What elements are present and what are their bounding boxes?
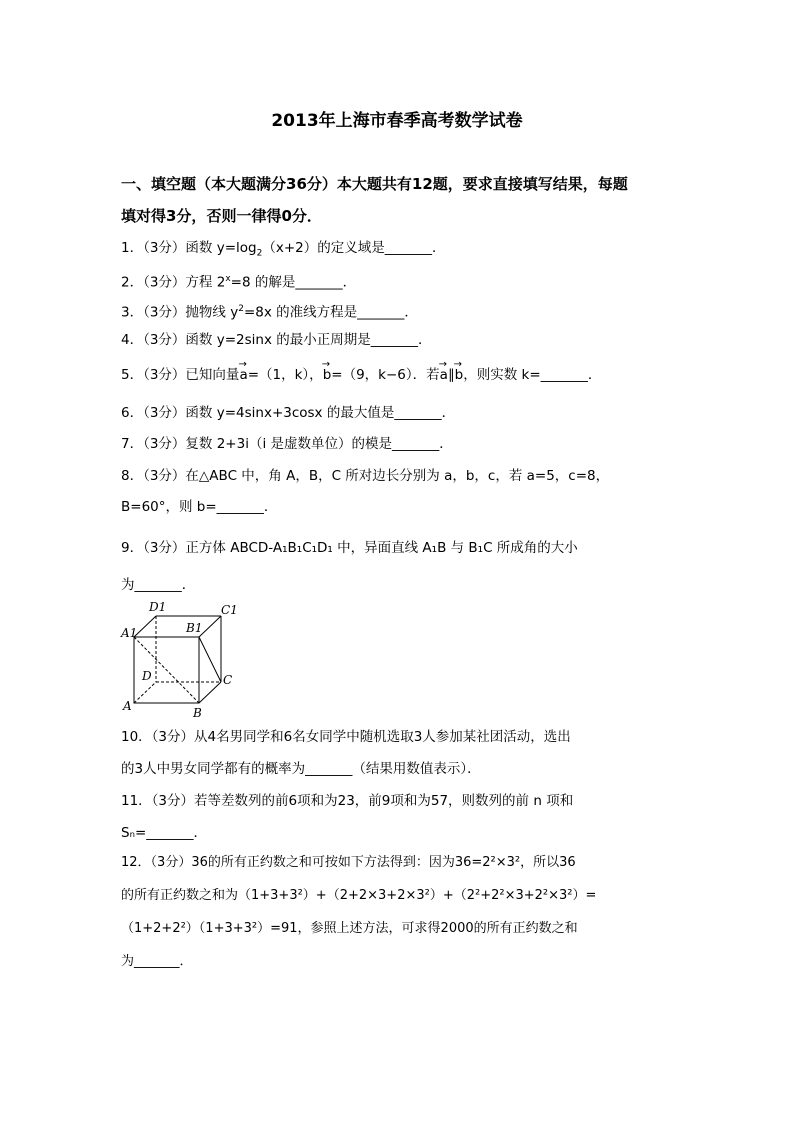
label-D1: D1 xyxy=(149,600,167,614)
cube-figure xyxy=(120,600,250,720)
q8-line-2: B=60°，则 b=_______． xyxy=(121,499,278,515)
question-4: 4．（3分）函数 y=2sinx 的最小正周期是_______． xyxy=(121,332,432,348)
q3-text-b: =8x 的准线方程是_______． xyxy=(243,304,418,321)
section-line-2: 填对得3分，否则一律得0分． xyxy=(121,207,322,225)
question-8 xyxy=(121,461,677,523)
vector-b: → b xyxy=(323,360,332,391)
q8-line-1: 8．（3分）在△ABC 中，角 A，B，C 所对边长分别为 a，b，c，若 a=5，c=8， xyxy=(121,468,610,484)
vector-a-2: → a xyxy=(440,360,448,391)
vector-a: → a xyxy=(239,360,247,391)
label-A: A xyxy=(123,699,132,713)
q12-line-1: 12．（3分）36的所有正约数之和可按如下方法得到：因为36=2²×3²，所以36 xyxy=(121,855,576,870)
section-line-1: 一、填空题（本大题满分36分）本大题共有12题，要求直接填写结果，每题 xyxy=(121,175,628,193)
q10-line-2: 的3人中男女同学都有的概率为_______（结果用数值表示）． xyxy=(121,761,481,777)
q1-subscript: 2 xyxy=(256,248,263,259)
parallel-symbol: ∥ xyxy=(447,367,455,383)
question-3 xyxy=(121,294,677,329)
q1-text-b: （x+2）的定义域是_______． xyxy=(262,240,446,256)
q10-line-1: 10．（3分）从4名男同学和6名女同学中随机选取3人参加某社团活动，选出 xyxy=(121,729,571,745)
q1-text-a: 1．（3分）函数 y=log xyxy=(121,240,257,256)
question-12 xyxy=(121,846,677,978)
vector-b-2: → b xyxy=(455,360,464,391)
question-11 xyxy=(121,785,677,849)
question-7: 7．（3分）复数 2+3i（i 是虚数单位）的模是_______． xyxy=(121,436,453,452)
label-B: B xyxy=(193,706,202,720)
section-heading xyxy=(121,168,677,232)
question-6: 6．（3分）函数 y=4sinx+3cosx 的最大值是_______． xyxy=(121,405,456,421)
q2-text-b: =8 的解是_______． xyxy=(230,274,357,291)
q5-text-a: 5．（3分）已知向量 xyxy=(121,367,240,383)
question-10 xyxy=(121,721,677,785)
label-D: D xyxy=(142,669,152,683)
page-title: 2013年上海市春季高考数学试卷 xyxy=(271,111,523,131)
q5-text-b: =（1，k）， xyxy=(247,367,323,383)
label-C1: C1 xyxy=(221,603,238,617)
q12-line-3: （1+2+2²）（1+3+3²）=91，参照上述方法，可求得2000的所有正约数之和 xyxy=(121,921,578,936)
label-A1: A1 xyxy=(121,626,138,640)
label-C: C xyxy=(223,673,233,687)
q12-line-4: 为_______． xyxy=(121,954,193,969)
q12-line-2: 的所有正约数之和为（1+3+3²）+（2+2×3+2×3²）+（2²+2²×3+2²×3²）= xyxy=(121,888,597,903)
q3-text-a: 3．（3分）抛物线 y xyxy=(121,304,239,321)
q2-text-a: 2．（3分）方程 2 xyxy=(121,274,226,291)
q9-line-2: 为_______． xyxy=(121,577,196,593)
q2-superscript: x xyxy=(225,274,231,284)
question-9 xyxy=(121,530,677,604)
label-B1: B1 xyxy=(186,621,203,635)
q11-line-1: 11．（3分）若等差数列的前6项和为23，前9项和为57，则数列的前 n 项和 xyxy=(121,793,574,809)
q3-superscript: 2 xyxy=(238,304,244,314)
q5-text-c: =（9，k−6）．若 xyxy=(331,367,440,383)
question-5 xyxy=(121,360,677,391)
q11-line-2: Sₙ=_______． xyxy=(121,825,208,841)
q5-text-e: ，则实数 k=_______． xyxy=(463,367,602,383)
q9-line-1: 9．（3分）正方体 ABCD-A₁B₁C₁D₁ 中，异面直线 A₁B 与 B₁C 所成角的大小 xyxy=(121,540,578,556)
